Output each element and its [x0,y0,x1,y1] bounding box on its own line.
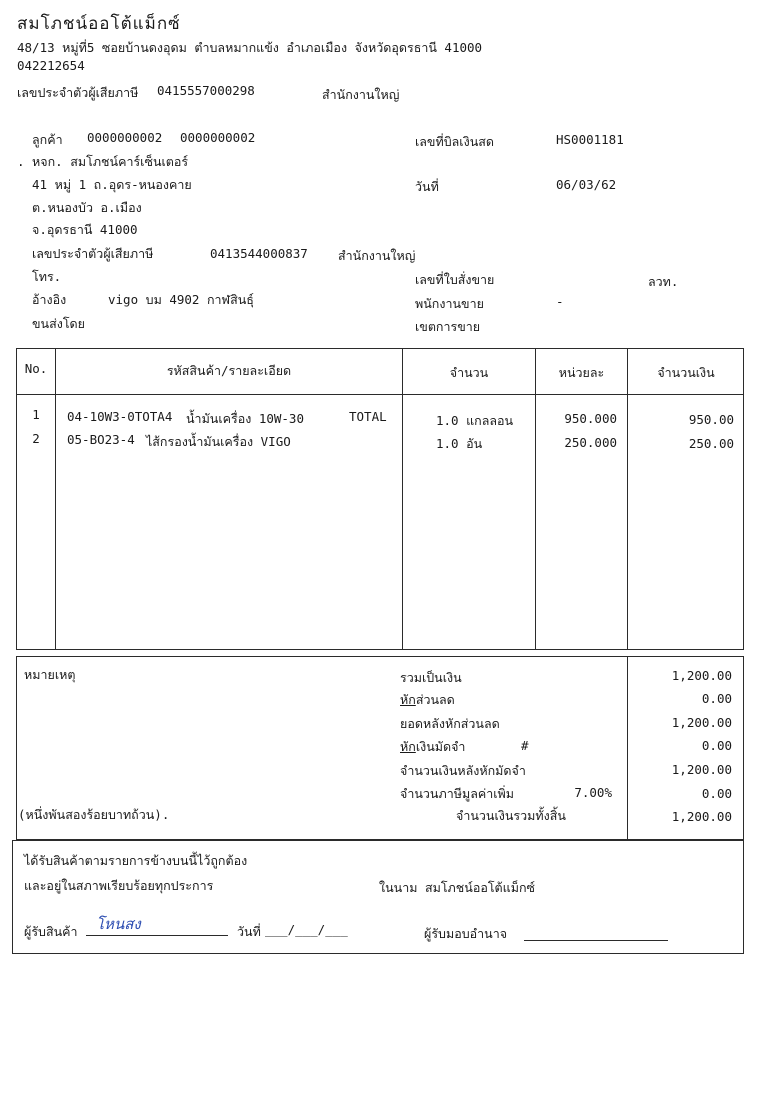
row-1-brand: TOTAL [349,409,387,424]
row-2-description: ไส้กรองน้ำมันเครื่อง VIGO [146,434,291,449]
company-phone: 042212654 [17,58,85,73]
on-behalf-of: ในนาม สมโภชน์ออโต้แม็กซ์ [379,880,536,895]
salesperson-value: - [556,294,564,309]
customer-code-1: 0000000002 [87,130,163,145]
acknowledgement-line-2: และอยู่ในสภาพเรียบร้อยทุกประการ [24,878,214,893]
company-name: สมโภชน์ออโต้แม็กซ์ [17,14,181,34]
customer-tax-id: 0413544000837 [210,246,308,261]
customer-address-2: ต.หนองบัว อ.เมือง [32,200,142,215]
subtotal-value: 1,200.00 [671,668,732,683]
invoice-date-label: วันที่ [415,179,439,194]
row-2-code: 05-BO23-4 [67,432,135,447]
deposit-mark: # [521,738,529,753]
order-no-label: เลขที่ใบสั่งขาย [415,272,495,287]
after-discount-value: 1,200.00 [671,715,732,730]
col-divider-price [627,348,628,650]
vat-value: 0.00 [701,786,732,801]
header-description: รหัสสินค้า/รายละเอียด [166,363,292,378]
header-quantity: จำนวน [449,365,489,380]
customer-branch: สำนักงานใหญ่ [338,248,416,263]
customer-label: ลูกค้า [32,132,63,147]
row-1-quantity: 1.0 แกลลอน [436,413,514,428]
amount-in-words: (หนึ่งพันสองร้อยบาทถ้วน). [18,807,170,822]
row-2-unit-price: 250.000 [564,435,617,450]
salesperson-label: พนักงานขาย [415,296,484,311]
subtotal-label: รวมเป็นเงิน [400,670,462,685]
bill-no-label: เลขที่บิลเงินสด [415,134,494,149]
vat-rate: 7.00% [574,785,612,800]
customer-address-3: จ.อุดรธานี 41000 [32,222,138,237]
invoice-date: 06/03/62 [556,177,617,192]
col-divider-no [55,348,56,650]
header-unit-price: หน่วยละ [558,365,605,380]
row-2-amount: 250.00 [688,436,734,451]
reference-label: อ้างอิง [32,292,67,307]
grand-total-label: จำนวนเงินรวมทั้งสิ้น [456,808,566,823]
receiver-label: ผู้รับสินค้า [24,924,78,939]
row-1-code: 04-10W3-0TOTA4 [67,409,173,424]
company-address: 48/13 หมู่ที่5 ซอยบ้านดงอุดม ตำบลหมากแข้ง อำเภอเมือง จังหวัดอุดรธานี 41000 [17,40,483,55]
after-deposit-value: 1,200.00 [671,762,732,777]
vat-label: จำนวนภาษีมูลค่าเพิ่ม [400,786,514,801]
remark-label: หมายเหตุ [24,667,76,682]
bill-no: HS0001181 [556,132,624,147]
header-amount: จำนวนเงิน [657,365,715,380]
row-1-no: 1 [32,407,40,422]
company-tax-id-label: เลขประจำตัวผู้เสียภาษี [17,85,139,100]
row-1-description: น้ำมันเครื่อง 10W-30 [186,411,304,426]
customer-name: . หจก. สมโภชน์คาร์เซ็นเตอร์ [17,154,189,169]
row-1-amount: 950.00 [688,412,734,427]
receive-date-label: วันที่ [237,924,261,939]
after-discount-label: ยอดหลังหักส่วนลด [400,716,500,731]
customer-phone-label: โทร. [32,269,62,284]
receive-date-blank: ___/___/___ [265,922,348,937]
col-divider-desc [402,348,403,650]
after-deposit-label: จำนวนเงินหลังหักมัดจำ [400,763,526,778]
customer-address-1: 41 หมู่ 1 ถ.อุดร-หนองคาย [32,177,192,192]
company-tax-id: 0415557000298 [157,83,255,98]
discount-value: 0.00 [701,691,732,706]
customer-code-2: 0000000002 [180,130,256,145]
row-1-unit-price: 950.000 [564,411,617,426]
row-2-no: 2 [32,431,40,446]
deposit-value: 0.00 [701,738,732,753]
shipping-label: ขนส่งโดย [32,316,85,331]
row-2-quantity: 1.0 อัน [436,436,483,451]
discount-label: หักส่วนลด [400,692,455,707]
customer-tax-id-label: เลขประจำตัวผู้เสียภาษี [32,246,154,261]
grand-total-value: 1,200.00 [671,809,732,824]
col-divider-qty [535,348,536,650]
authorized-signature-line [524,940,668,941]
sales-zone-label: เขตการขาย [415,319,481,334]
header-no: No. [24,361,48,376]
order-no-value: ลวท. [648,274,679,289]
authorized-label: ผู้รับมอบอำนาจ [424,926,508,941]
receiver-signature: โหนสง [96,915,141,933]
reference-value: vigo บม 4902 กาฬสินธุ์ [108,292,254,307]
deposit-label: หักเงินมัดจำ [400,739,466,754]
company-branch: สำนักงานใหญ่ [322,87,400,102]
acknowledgement-line-1: ได้รับสินค้าตามรายการข้างบนนี้ไว้ถูกต้อง [24,853,248,868]
table-header-divider [16,394,744,395]
